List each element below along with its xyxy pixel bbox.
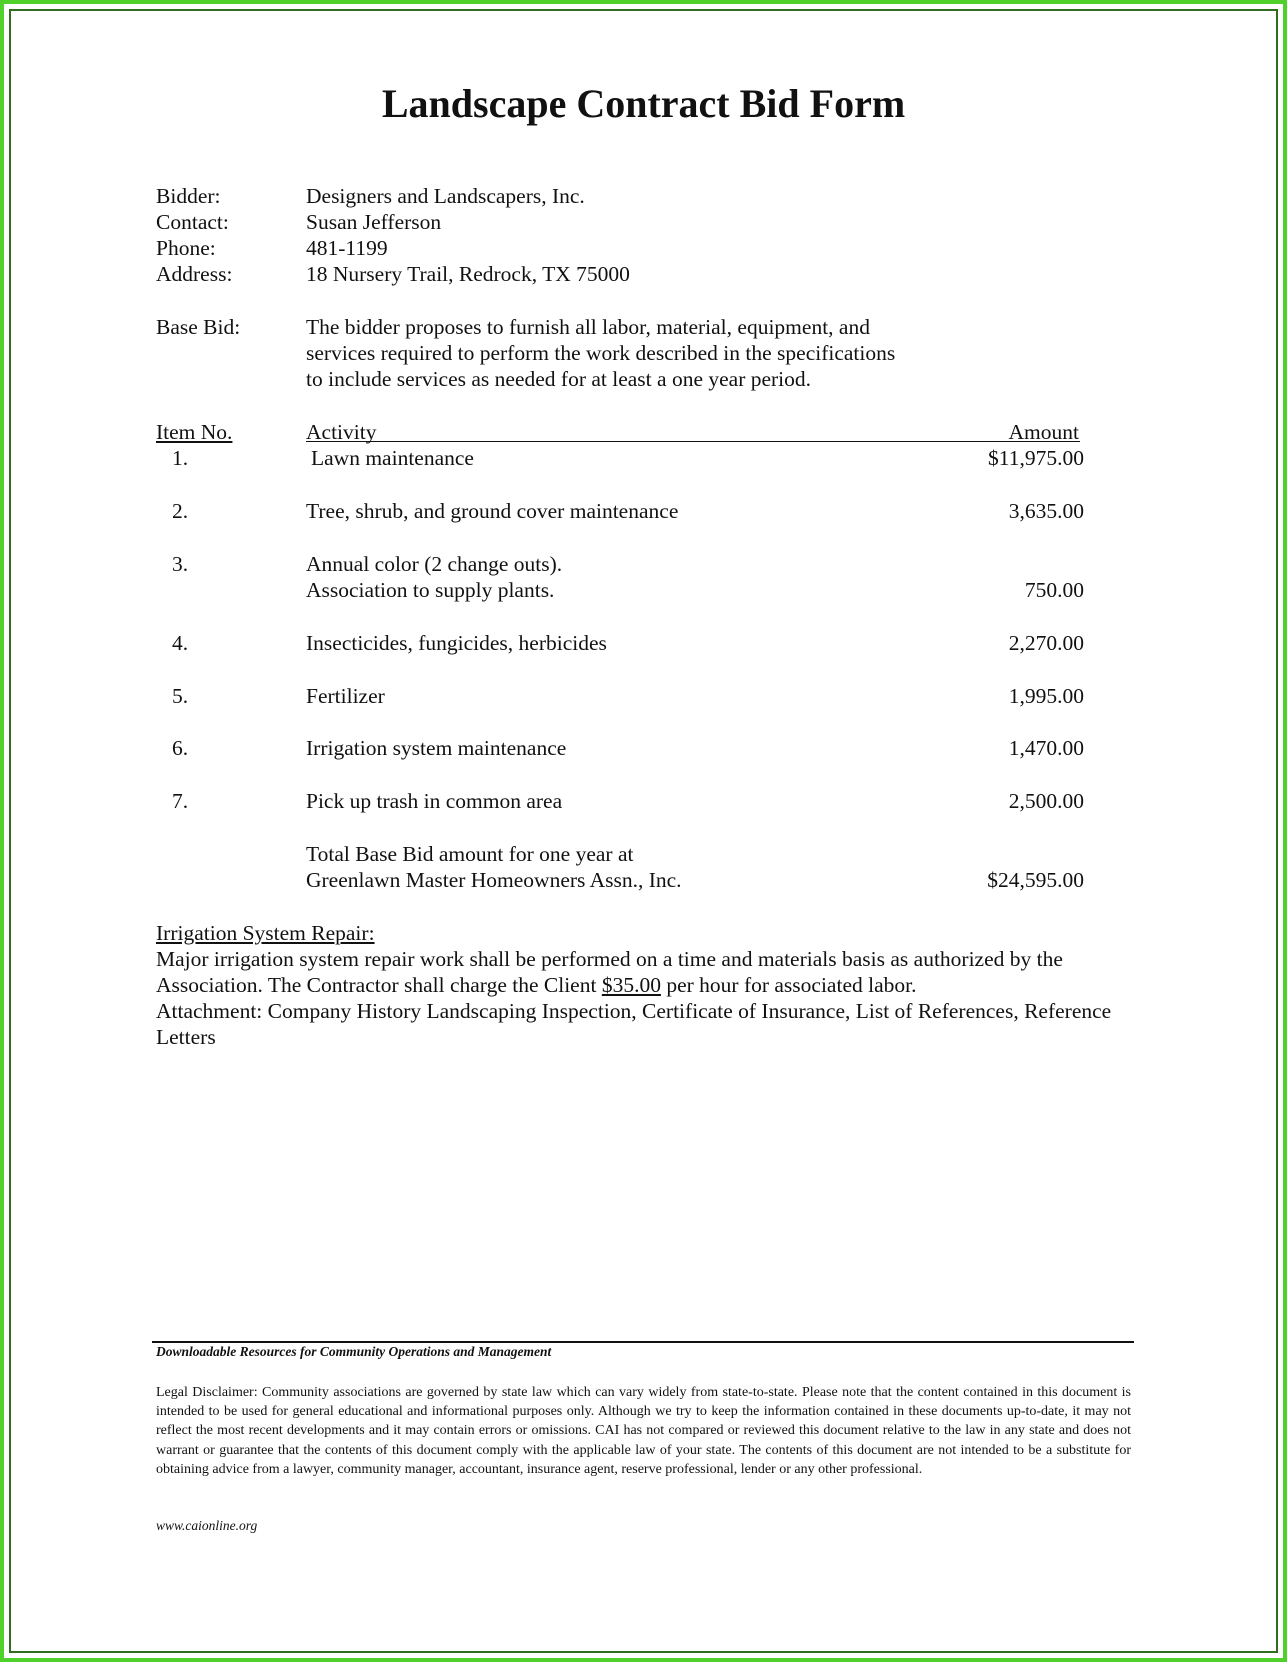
document-title: Landscape Contract Bid Form xyxy=(381,81,906,126)
footer-rule xyxy=(152,1341,1134,1343)
legal-disclaimer: Legal Disclaimer: Community associations are governed by state law which can vary widely from state-to-state. Please note that the content contained in this document is intended to be used for general educational and informational purposes only. Although we try to keep the information contained in these documents up-to-date, it may not reflect the most recent developments and it may contain errors or omissions. CAI has not compared or reviewed this document relative to the law in any state and does not warrant or guarantee that the contents of this document comply with the applicable law of your state. The contents of this document are not intended to be a substitute for obtaining advice from a lawyer, community manager, accountant, insurance agent, reserve professional, lender or any other professional. xyxy=(156,1385,1131,1477)
base-bid-line: to include services as needed for at least a one year period. xyxy=(306,367,812,391)
row-number: 6. xyxy=(172,736,189,760)
row-activity: Irrigation system maintenance xyxy=(306,736,567,760)
row-activity: Annual color (2 change outs). xyxy=(306,552,563,576)
row-amount: 1,470.00 xyxy=(1008,736,1084,760)
header-item-no: Item No. xyxy=(156,420,233,444)
header-activity: Activity xyxy=(306,420,377,444)
row-activity-line2: Association to supply plants. xyxy=(306,578,555,602)
attachment-paragraph: Attachment: Company History Landscaping Inspection, Certificate of Insurance, List of References, Reference Letters xyxy=(156,999,1112,1049)
row-number: 7. xyxy=(172,789,189,813)
contact-label: Contact: xyxy=(156,210,229,234)
row-amount: 2,500.00 xyxy=(1008,789,1084,813)
row-amount: 1,995.00 xyxy=(1008,684,1084,708)
repair-text: Major irrigation system repair work shall be performed on a time and materials basis as authorized by the Association. The Contractor shall charge the Client xyxy=(156,947,1063,997)
header-rule xyxy=(306,441,1080,442)
phone-label: Phone: xyxy=(156,236,216,260)
row-number: 4. xyxy=(172,631,189,655)
footer-title: Downloadable Resources for Community Operations and Management xyxy=(156,1344,552,1359)
repair-heading: Irrigation System Repair: xyxy=(156,921,375,945)
repair-text-end: per hour for associated labor. xyxy=(660,973,917,997)
repair-paragraph xyxy=(156,946,1146,998)
website-link[interactable]: www.caionline.org xyxy=(156,1518,258,1533)
total-line: Greenlawn Master Homeowners Assn., Inc. xyxy=(306,868,682,892)
bidder-value: Designers and Landscapers, Inc. xyxy=(306,184,585,208)
total-amount: $24,595.00 xyxy=(987,868,1084,892)
row-activity: Insecticides, fungicides, herbicides xyxy=(306,631,607,655)
bidder-label: Bidder: xyxy=(156,184,221,208)
repair-rate: $35.00 xyxy=(601,973,661,997)
contact-value: Susan Jefferson xyxy=(306,210,442,234)
address-value: 18 Nursery Trail, Redrock, TX 75000 xyxy=(306,262,630,286)
base-bid-label: Base Bid: xyxy=(156,315,241,339)
phone-value: 481-1199 xyxy=(306,236,388,260)
row-activity: Fertilizer xyxy=(306,684,385,708)
row-activity: Pick up trash in common area xyxy=(306,789,563,813)
row-amount: 2,270.00 xyxy=(1008,631,1084,655)
row-amount: $11,975.00 xyxy=(988,446,1084,470)
row-number: 3. xyxy=(172,552,189,576)
row-number: 2. xyxy=(172,499,189,523)
row-activity: Lawn maintenance xyxy=(311,446,474,470)
row-number: 1. xyxy=(172,446,189,470)
row-amount: 3,635.00 xyxy=(1008,499,1084,523)
base-bid-line: The bidder proposes to furnish all labor, material, equipment, and xyxy=(306,315,870,339)
address-label: Address: xyxy=(156,262,233,286)
base-bid-line: services required to perform the work described in the specifications xyxy=(306,341,896,365)
total-line: Total Base Bid amount for one year at xyxy=(306,842,634,866)
row-activity: Tree, shrub, and ground cover maintenance xyxy=(306,499,679,523)
row-amount: 750.00 xyxy=(1024,578,1084,602)
header-amount: Amount xyxy=(1008,420,1079,444)
row-number: 5. xyxy=(172,684,189,708)
